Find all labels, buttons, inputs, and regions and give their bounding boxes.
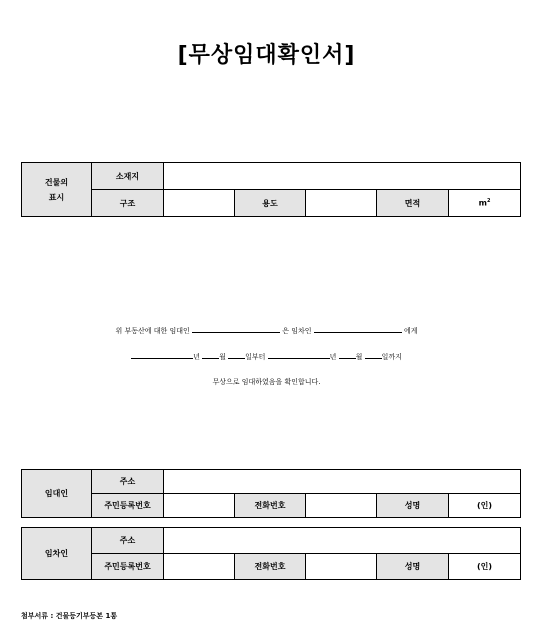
document-title: [무상임대확인서]	[177, 43, 356, 68]
landlord-seal: (인)	[477, 501, 493, 510]
tenant-seal: (인)	[477, 562, 493, 571]
end-day-blank[interactable]	[365, 351, 382, 359]
tenant-phone-field[interactable]	[306, 554, 377, 580]
landlord-rrn-field[interactable]	[164, 494, 235, 518]
tenant-name-blank[interactable]	[314, 325, 402, 333]
tenant-rrn-label: 주민등록번호	[92, 554, 164, 580]
tenant-address-label: 주소	[92, 528, 164, 554]
location-label: 소재지	[92, 163, 164, 190]
landlord-table	[21, 469, 521, 518]
landlord-rrn-label: 주민등록번호	[92, 494, 164, 518]
area-unit-superscript: 2	[486, 198, 491, 205]
landlord-phone-label: 전화번호	[235, 494, 306, 518]
start-year-blank[interactable]	[131, 351, 193, 359]
landlord-name-label: 성명	[377, 494, 449, 518]
statement-prefix: 위 부동산에 대한 임대인	[115, 327, 190, 335]
statement-line-2	[0, 351, 533, 362]
start-year-label: 년	[193, 353, 200, 361]
area-label: 면적	[377, 190, 449, 217]
tenant-phone-label: 전화번호	[235, 554, 306, 580]
statement-line-3: 무상으로 임대하였음을 확인합니다.	[212, 378, 321, 386]
landlord-header: 임대인	[22, 470, 92, 518]
tenant-header: 임차인	[22, 528, 92, 580]
building-header-line2: 표시	[48, 192, 65, 202]
use-field[interactable]	[306, 190, 377, 217]
area-unit: m	[478, 198, 487, 208]
area-field[interactable]	[449, 190, 521, 217]
end-year-label: 년	[329, 353, 337, 361]
start-day-label: 일부터	[245, 353, 266, 361]
end-year-blank[interactable]	[268, 351, 330, 359]
statement-suffix: 에게	[403, 327, 418, 335]
structure-field[interactable]	[164, 190, 235, 217]
end-month-blank[interactable]	[339, 351, 356, 359]
landlord-address-label: 주소	[92, 470, 164, 494]
building-header-line1: 건물의	[44, 177, 69, 187]
tenant-rrn-field[interactable]	[164, 554, 235, 580]
statement-mid: 은 임차인	[282, 327, 312, 335]
tenant-name-label: 성명	[377, 554, 449, 580]
tenant-table	[21, 527, 521, 580]
landlord-address-field[interactable]	[164, 470, 521, 494]
building-info-table	[21, 162, 521, 217]
landlord-name-field[interactable]	[449, 494, 521, 518]
start-month-label: 월	[219, 353, 226, 361]
location-field[interactable]	[164, 163, 521, 190]
start-day-blank[interactable]	[228, 351, 245, 359]
landlord-phone-field[interactable]	[306, 494, 377, 518]
tenant-address-field[interactable]	[164, 528, 521, 554]
statement-line-1	[0, 325, 533, 336]
landlord-name-blank[interactable]	[192, 325, 280, 333]
use-label: 용도	[235, 190, 306, 217]
end-day-label: 일까지	[381, 353, 402, 361]
structure-label: 구조	[92, 190, 164, 217]
end-month-label: 월	[355, 353, 363, 361]
tenant-name-field[interactable]	[449, 554, 521, 580]
building-header	[22, 163, 92, 217]
attachment-note: 첨부서류 : 건물등기부등본 1통	[21, 612, 118, 620]
start-month-blank[interactable]	[202, 351, 219, 359]
